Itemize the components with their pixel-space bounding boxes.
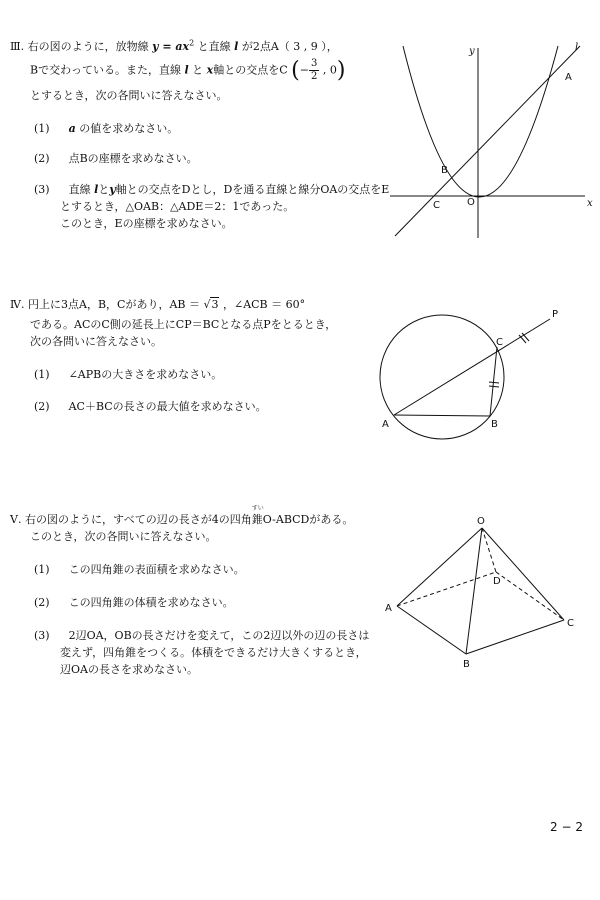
label-B: B: [441, 165, 448, 176]
segment-A-B: [394, 415, 490, 416]
problem-4-text: ，∠ACB ＝ 60°: [222, 298, 306, 311]
page-number: 2 − 2: [550, 820, 583, 834]
edge-A-B: [397, 606, 466, 654]
line-l: [395, 46, 580, 236]
fraction-numerator: 3: [310, 58, 318, 69]
problem-5-question-1: [34, 561, 245, 577]
problem-5-line-1: [10, 505, 354, 527]
label-C: C: [567, 618, 574, 629]
question-text: の値を求めなさい。: [79, 122, 179, 135]
problem-3-line-1: [10, 38, 338, 54]
problem-3-question-1: [34, 120, 178, 136]
question-number: (2): [34, 400, 50, 413]
minus-sign: −: [299, 63, 309, 77]
question-number: (1): [34, 122, 50, 135]
problem-3-text: 軸との交点をC: [213, 63, 288, 77]
problem-4-line-2: である。ACのC側の延長上にCP＝BCとなる点Pをとるとき，: [30, 318, 337, 331]
label-A: A: [382, 419, 389, 430]
question-text: と: [98, 183, 110, 196]
problem-4-line-1: Ⅳ. 円上に3点A，B，Cがあり，AB ＝ √3 ，∠ACB ＝ 60°: [10, 298, 306, 311]
problem-3-text: 右の図のように，放物線: [27, 40, 149, 53]
label-A: A: [565, 72, 572, 83]
problem-5-question-3: [34, 627, 369, 643]
a-symbol: a: [68, 122, 76, 135]
edge-O-C: [482, 528, 564, 620]
problem-3-text: , 0: [322, 63, 337, 77]
question-number: (3): [34, 183, 50, 196]
problem-3-question-2: [34, 150, 198, 166]
ruby-reading: すい: [251, 505, 264, 512]
problem-5-text: 右の図のように，すべての辺の長さが4の四角: [24, 513, 252, 526]
parabola-equation: y = ax: [152, 40, 190, 53]
segment-C-B: [490, 347, 497, 416]
problem-3-question-3-line-3: このとき，Eの座標を求めなさい。: [60, 217, 233, 230]
x-symbol: x: [206, 63, 214, 77]
problem-4-question-2: [34, 398, 267, 414]
ruby-word: [251, 505, 264, 527]
figure-circle: [370, 305, 590, 440]
sqrt-value: 3: [211, 298, 219, 311]
problem-4-number: Ⅳ.: [10, 298, 25, 311]
fraction: [309, 58, 319, 83]
question-number: (1): [34, 563, 50, 576]
problem-3-question-3: [34, 181, 389, 197]
label-P: P: [552, 309, 559, 320]
line-l-symbol: l: [94, 183, 99, 196]
problem-5-question-3-line-3: 辺OAの長さを求めなさい。: [60, 663, 198, 676]
question-text: この四角錐の表面積を求めなさい。: [68, 563, 245, 576]
question-number: (2): [34, 596, 50, 609]
problem-5-question-2: [34, 594, 234, 610]
fraction-denominator: 2: [310, 71, 318, 82]
label-y: y: [469, 46, 475, 57]
line-l-symbol: l: [184, 63, 189, 77]
problem-5-question-3-line-2: 変えず，四角錐をつくる。体積をできるだけ大きくするとき，: [60, 646, 367, 659]
question-text: ∠APBの大きさを求めなさい。: [68, 368, 223, 381]
tick-mark-CB: [489, 386, 499, 387]
question-number: (1): [34, 368, 50, 381]
problem-3-question-3-line-2: とするとき，△OAB：△ADE＝2：1であった。: [60, 200, 295, 213]
figure-pyramid: [380, 512, 590, 672]
figure-parabola: [385, 38, 600, 243]
problem-5-text: O-ABCDがある。: [262, 513, 354, 526]
question-text: 直線: [68, 183, 91, 196]
problem-3-line-3: とするとき，次の各問いに答えなさい。: [30, 89, 228, 102]
edge-A-D: [397, 572, 496, 606]
line-l-symbol: l: [234, 40, 239, 53]
label-C: C: [433, 200, 440, 211]
label-O: O: [477, 516, 485, 527]
problem-3-text: が2点A（ 3 , 9 ），: [241, 40, 338, 53]
circle: [380, 315, 504, 439]
ruby-base: 錐: [251, 513, 263, 526]
label-C: C: [496, 337, 503, 348]
label-B: B: [463, 659, 470, 670]
question-number: (2): [34, 152, 50, 165]
question-number: (3): [34, 629, 50, 642]
line-A-P: [394, 319, 550, 415]
question-text: この四角錐の体積を求めなさい。: [68, 596, 234, 609]
label-B: B: [491, 419, 498, 430]
problem-4-question-1: [34, 366, 222, 382]
exponent: 2: [189, 38, 195, 48]
problem-3-text: と: [192, 63, 204, 77]
label-A: A: [385, 603, 392, 614]
problem-4-text: 円上に3点A，B，Cがあり，AB ＝: [28, 298, 200, 311]
question-text: 2辺OA，OBの長さだけを変えて，この2辺以外の辺の長さは: [68, 629, 370, 642]
edge-O-D: [482, 528, 496, 572]
tick-mark-CB: [489, 382, 499, 383]
problem-5-line-2: このとき，次の各問いに答えなさい。: [30, 530, 217, 543]
problem-3-text: と直線: [197, 40, 231, 53]
problem-4-line-3: 次の各問いに答えなさい。: [30, 335, 162, 348]
problem-3-text: Bで交わっている。また，直線: [30, 63, 181, 77]
label-O: O: [467, 197, 475, 208]
y-symbol: y: [109, 183, 116, 196]
problem-3-number: Ⅲ.: [10, 40, 25, 53]
problem-5-number: Ⅴ.: [10, 513, 22, 526]
parabola-curve: [403, 46, 558, 197]
edge-O-A: [397, 528, 482, 606]
edge-O-B: [466, 528, 482, 654]
label-x: x: [587, 198, 593, 209]
label-D: D: [493, 576, 501, 587]
label-l: l: [575, 42, 579, 53]
question-text: 点Bの座標を求めなさい。: [68, 152, 198, 165]
problem-3-line-2: Bで交わっている。また，直線 l と x軸との交点をC (− $\frac{3}{2}$ , 0): [30, 58, 346, 83]
question-text: AC＋BCの長さの最大値を求めなさい。: [68, 400, 267, 413]
edge-D-C: [496, 572, 564, 620]
edge-B-C: [466, 620, 564, 654]
question-text: 軸との交点をDとし，Dを通る直線と線分OAの交点をE: [115, 183, 390, 196]
